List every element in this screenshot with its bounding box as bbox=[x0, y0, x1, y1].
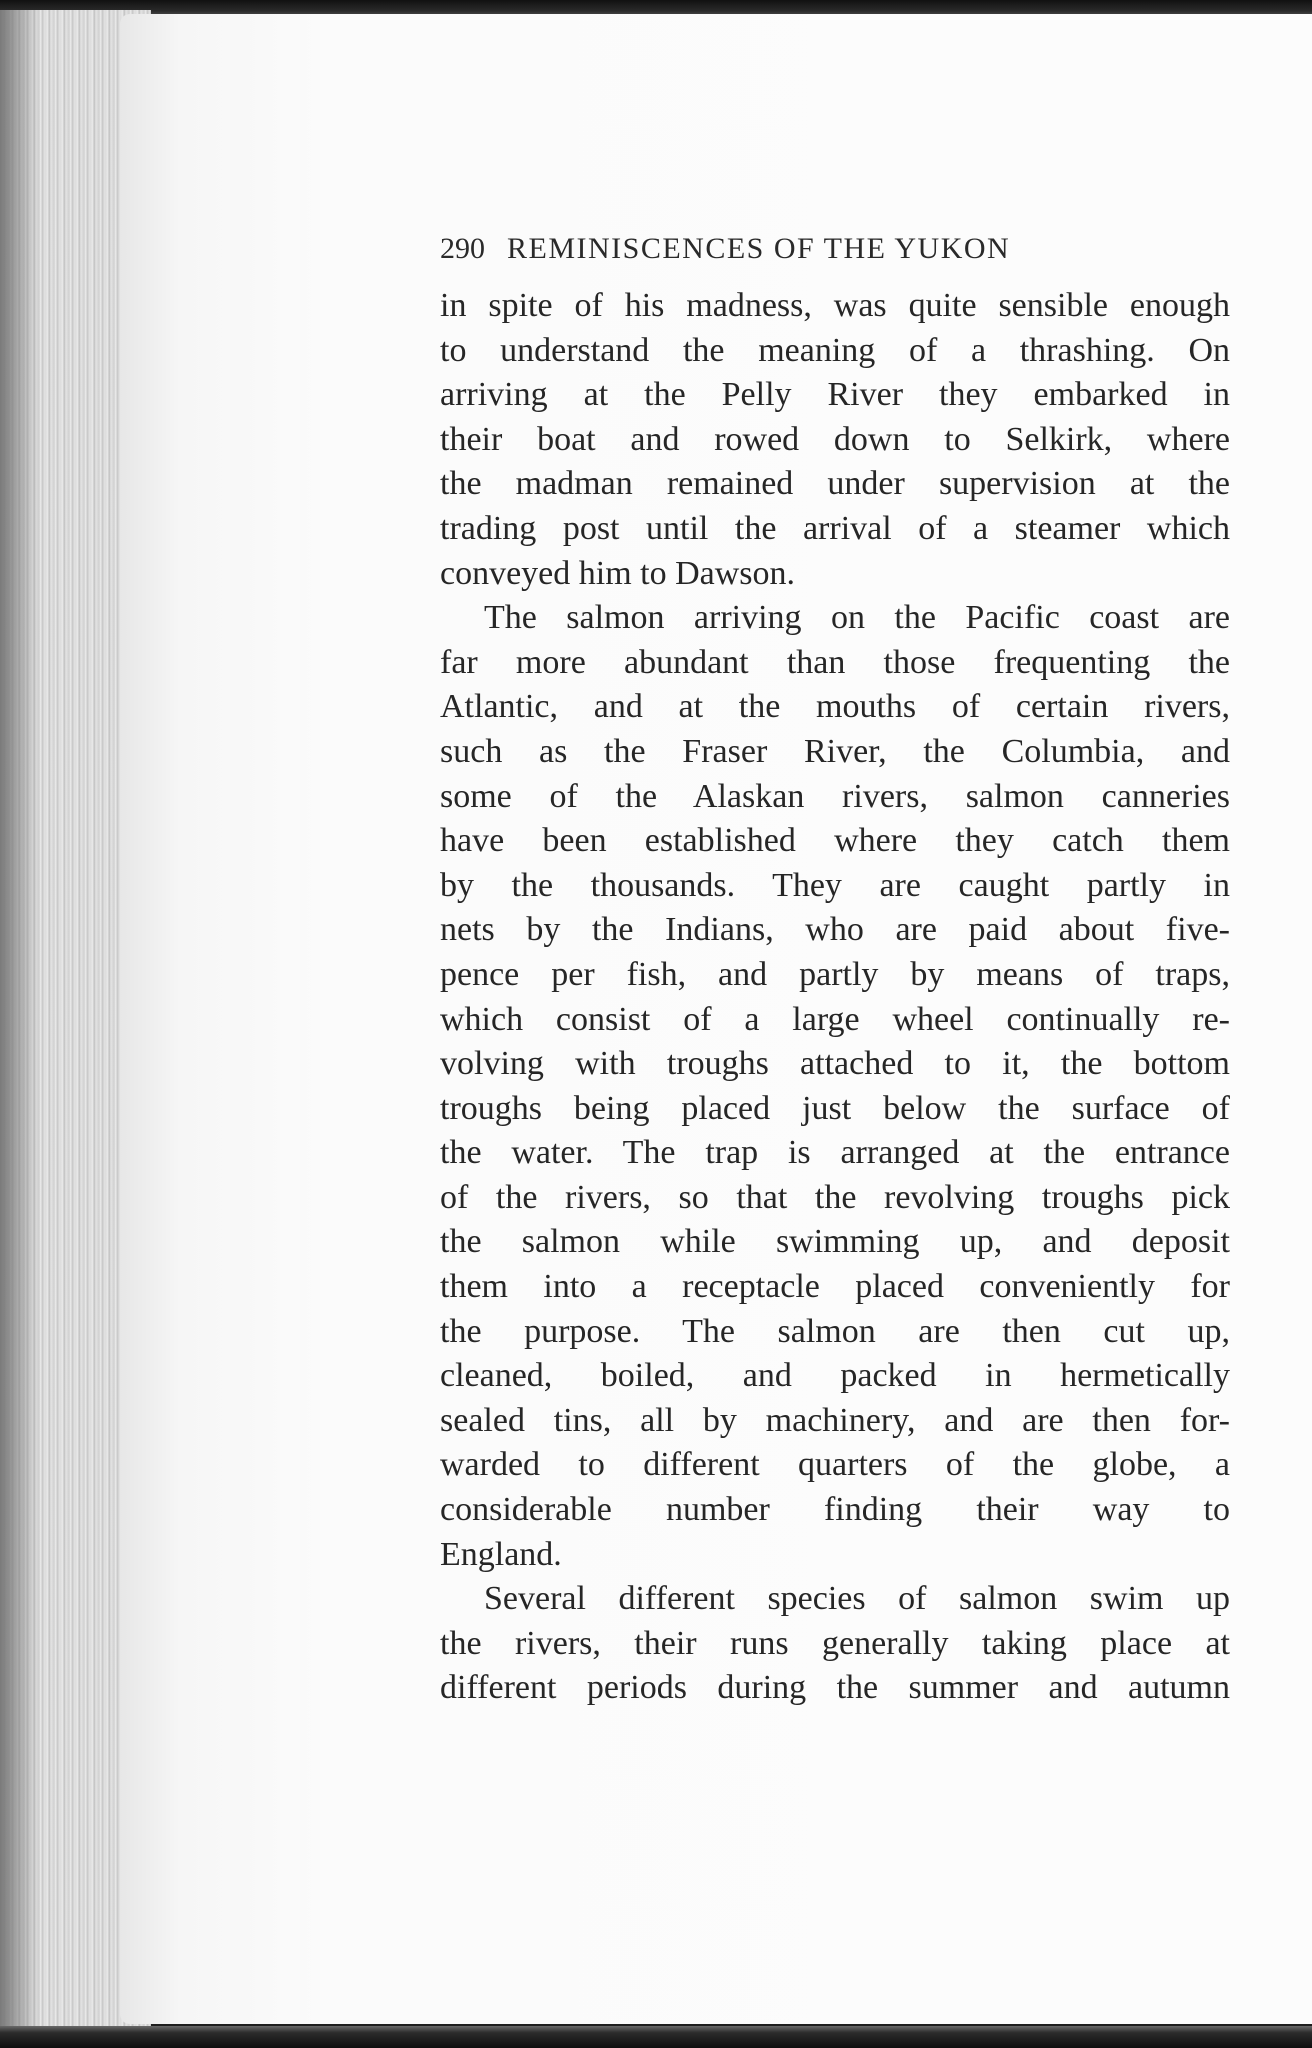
text-line: the purpose. The salmon are then cut up, bbox=[440, 1312, 1230, 1350]
text-line: by the thousands. They are caught partly in bbox=[440, 866, 1230, 904]
text-line: their boat and rowed down to Selkirk, where bbox=[440, 420, 1230, 458]
text-line: have been established where they catch them bbox=[440, 822, 1230, 860]
text-line: in spite of his madness, was quite sensible enough bbox=[440, 287, 1230, 324]
running-head bbox=[440, 232, 1140, 266]
scan-bottom-edge bbox=[0, 2026, 1312, 2048]
text-line: The salmon arriving on the Pacific coast are bbox=[484, 599, 1230, 637]
text-line: warded to different quarters of the globe, a bbox=[440, 1446, 1230, 1484]
text-line: arriving at the Pelly River they embarked in bbox=[440, 376, 1230, 414]
text-line: such as the Fraser River, the Columbia, and bbox=[440, 732, 1230, 770]
text-line: nets by the Indians, who are paid about five- bbox=[440, 911, 1230, 949]
text-line: some of the Alaskan rivers, salmon canneries bbox=[440, 777, 1230, 815]
page-number: 290 bbox=[440, 232, 485, 265]
text-line: Atlantic, and at the mouths of certain rivers, bbox=[440, 688, 1230, 726]
text-line: the rivers, their runs generally taking place at bbox=[440, 1624, 1230, 1662]
text-line: conveyed him to Dawson. bbox=[440, 554, 796, 592]
text-line: to understand the meaning of a thrashing. On bbox=[440, 331, 1230, 369]
text-line: cleaned, boiled, and packed in hermetically bbox=[440, 1357, 1230, 1395]
text-line: of the rivers, so that the revolving troughs pick bbox=[440, 1178, 1230, 1216]
text-line: Several different species of salmon swim up bbox=[484, 1580, 1230, 1618]
text-line: trading post until the arrival of a steamer which bbox=[440, 509, 1230, 547]
text-line: the salmon while swimming up, and deposit bbox=[440, 1223, 1230, 1261]
text-line: volving with troughs attached to it, the bottom bbox=[440, 1045, 1230, 1083]
text-line: them into a receptacle placed conveniently for bbox=[440, 1268, 1230, 1306]
text-line: different periods during the summer and autumn bbox=[440, 1669, 1230, 1707]
text-line: sealed tins, all by machinery, and are then for- bbox=[440, 1401, 1230, 1439]
text-line: the madman remained under supervision at the bbox=[440, 465, 1230, 503]
text-line: considerable number finding their way to bbox=[440, 1491, 1230, 1529]
text-line: which consist of a large wheel continually re- bbox=[440, 1000, 1230, 1038]
text-line: pence per fish, and partly by means of traps, bbox=[440, 955, 1230, 993]
text-line: far more abundant than those frequenting the bbox=[440, 643, 1230, 681]
book-title: REMINISCENCES OF THE YUKON bbox=[507, 232, 1011, 265]
text-line: England. bbox=[440, 1535, 562, 1573]
text-line: the water. The trap is arranged at the entrance bbox=[440, 1134, 1230, 1172]
text-line: troughs being placed just below the surface of bbox=[440, 1089, 1230, 1127]
body-text bbox=[440, 284, 1230, 1711]
